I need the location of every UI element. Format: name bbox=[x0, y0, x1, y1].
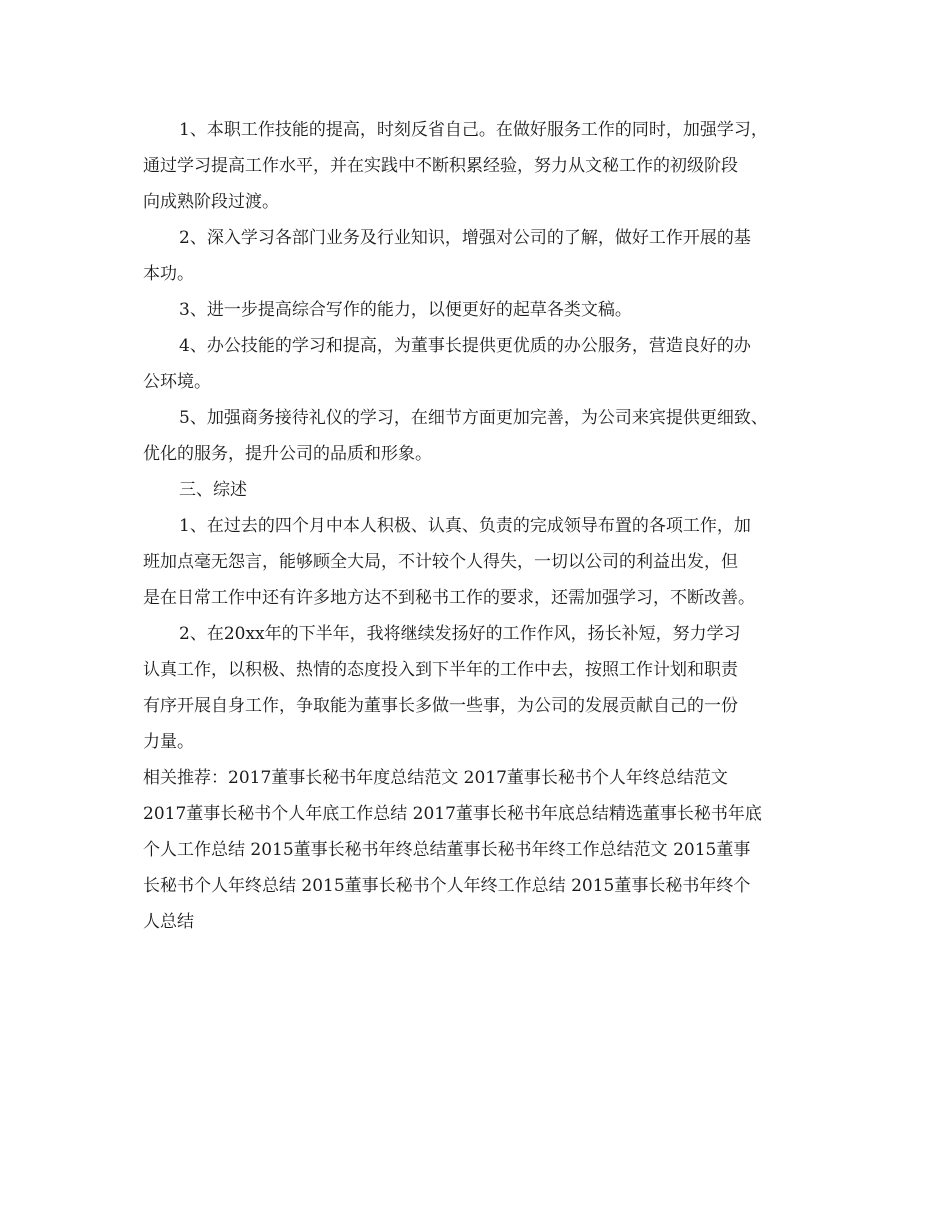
text-line: 优化的服务，提升公司的品质和形象。 bbox=[143, 444, 432, 464]
text-line: 3、进一步提高综合写作的能力，以便更好的起草各类文稿。 bbox=[179, 300, 632, 320]
text-line: 2、在20xx年的下半年，我将继续发扬好的工作作风，扬长补短，努力学习 bbox=[179, 624, 741, 644]
text-line: 5、加强商务接待礼仪的学习，在细节方面更加完善，为公司来宾提供更细致、 bbox=[179, 408, 768, 428]
text-line: 通过学习提高工作水平，并在实践中不断积累经验，努力从文秘工作的初级阶段 bbox=[143, 156, 738, 176]
text-line: 有序开展自身工作，争取能为董事长多做一些事，为公司的发展贡献自己的一份 bbox=[143, 696, 738, 716]
related-line: 长秘书个人年终总结 2015董事长秘书个人年终工作总结 2015董事长秘书年终个 bbox=[143, 876, 751, 896]
text-line: 4、办公技能的学习和提高，为董事长提供更优质的办公服务，营造良好的办 bbox=[179, 336, 751, 356]
text-line: 认真工作，以积极、热情的态度投入到下半年的工作中去，按照工作计划和职责 bbox=[143, 660, 738, 680]
text-line: 1、本职工作技能的提高，时刻反省自己。在做好服务工作的同时，加强学习， bbox=[179, 120, 768, 140]
document-body bbox=[143, 112, 823, 940]
text-line: 班加点毫无怨言，能够顾全大局，不计较个人得失，一切以公司的利益出发，但 bbox=[143, 552, 738, 572]
related-line: 相关推荐：2017董事长秘书年度总结范文 2017董事长秘书个人年终总结范文 bbox=[143, 768, 728, 788]
text-line: 公环境。 bbox=[143, 372, 211, 392]
related-line: 2017董事长秘书个人年底工作总结 2017董事长秘书年底总结精选董事长秘书年底 bbox=[143, 804, 762, 824]
text-line: 向成熟阶段过渡。 bbox=[143, 192, 279, 212]
text-line: 2、深入学习各部门业务及行业知识，增强对公司的了解，做好工作开展的基 bbox=[179, 228, 751, 248]
text-line: 本功。 bbox=[143, 264, 194, 284]
text-line: 1、在过去的四个月中本人积极、认真、负责的完成领导布置的各项工作，加 bbox=[179, 516, 751, 536]
related-line: 人总结 bbox=[143, 912, 194, 932]
text-line: 力量。 bbox=[143, 732, 194, 752]
text-line: 是在日常工作中还有许多地方达不到秘书工作的要求，还需加强学习，不断改善。 bbox=[143, 588, 755, 608]
section-heading: 三、综述 bbox=[179, 480, 247, 500]
related-line: 个人工作总结 2015董事长秘书年终总结董事长秘书年终工作总结范文 2015董事 bbox=[143, 840, 751, 860]
